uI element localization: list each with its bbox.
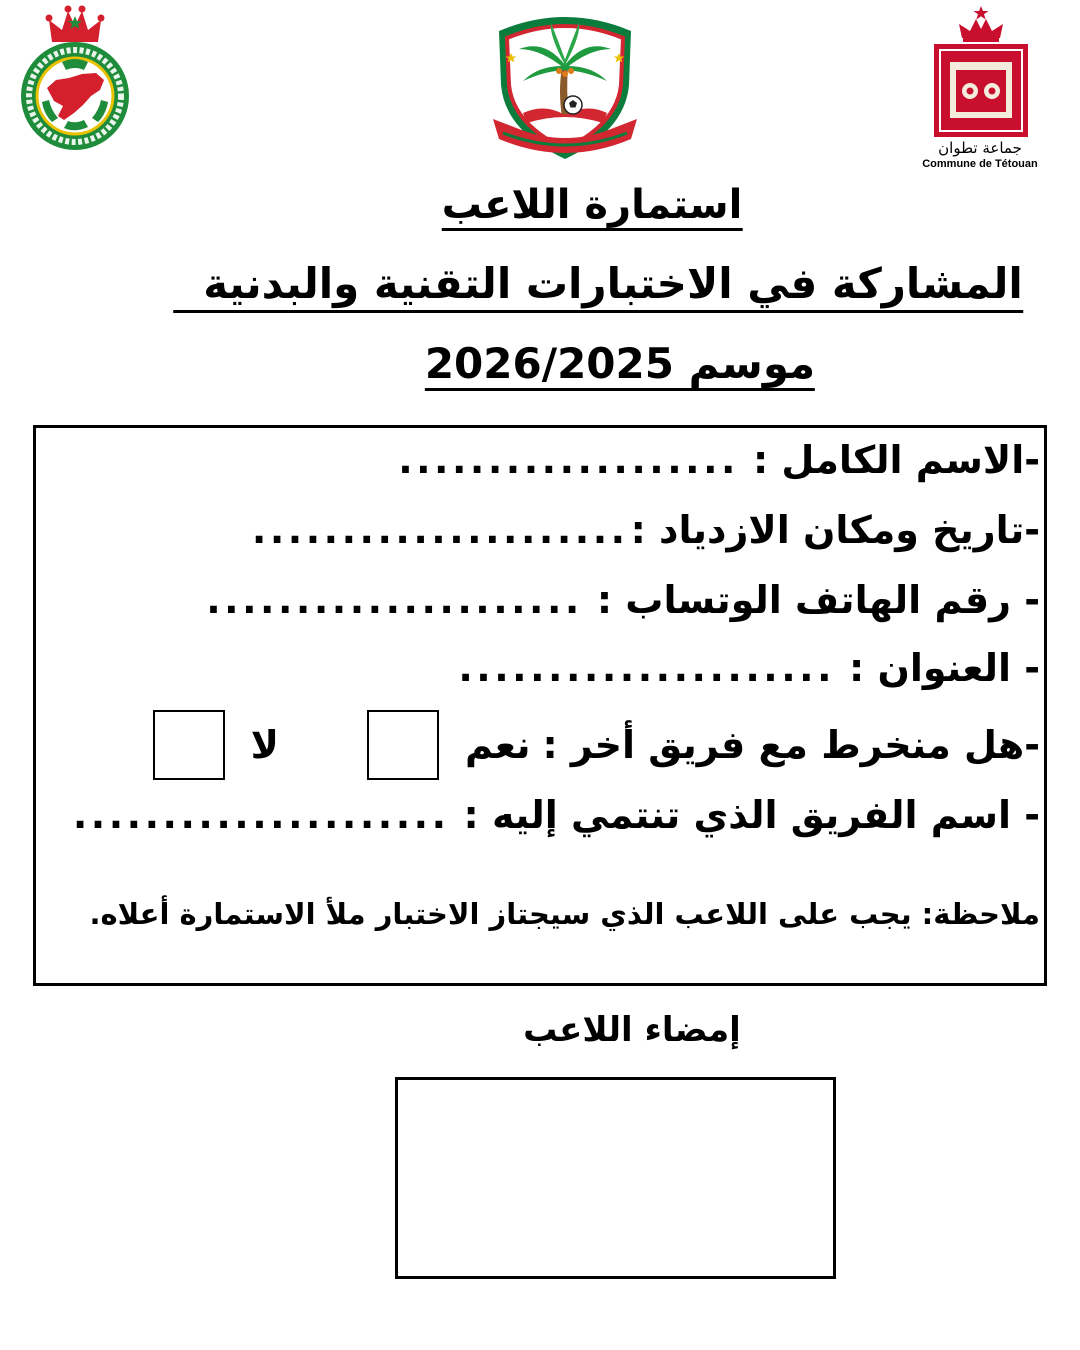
birth-date-place-label: -تاريخ ومكان الازدياد : — [630, 508, 1040, 552]
form-title: استمارة اللاعب — [442, 182, 743, 231]
team-name-row — [40, 785, 1040, 845]
crown-icon — [46, 6, 105, 43]
tetouan-commune-logo — [926, 4, 1036, 138]
regional-league-emblem-icon — [14, 2, 139, 152]
team-name-blank: ..................... — [72, 793, 450, 837]
tetouan-coat-of-arms-icon — [926, 4, 1036, 138]
full-name-blank: ................... — [398, 438, 739, 482]
signature-box — [395, 1077, 836, 1279]
yes-option-label: نعم — [464, 723, 531, 767]
commune-name-french: Commune de Tétouan — [922, 158, 1038, 170]
form-subtitle: المشاركة في الاختبارات التقنية والبدنية — [173, 258, 1023, 313]
crown-icon — [959, 6, 1003, 42]
club-crest-logo — [489, 9, 641, 165]
football-icon — [564, 96, 582, 114]
address-row — [40, 638, 1040, 698]
regional-league-logo — [14, 2, 139, 152]
no-option-label: لا — [250, 723, 279, 767]
full-name-row — [40, 430, 1040, 490]
full-name-label: -الاسم الكامل : — [752, 438, 1040, 482]
team-name-label: - اسم الفريق الذي تنتمي إليه : — [463, 793, 1040, 837]
emblem-disc — [21, 42, 129, 150]
commune-name-arabic: جماعة تطوان — [938, 139, 1022, 157]
whatsapp-phone-row — [40, 570, 1040, 630]
form-note: ملاحظة: يجب على اللاعب الذي سيجتاز الاختبار ملأ الاستمارة أعلاه. — [89, 897, 1040, 931]
yes-checkbox — [367, 710, 439, 780]
address-label: - العنوان : — [849, 646, 1040, 690]
birth-date-place-blank: ..................... — [251, 508, 629, 552]
whatsapp-phone-blank: ..................... — [206, 578, 583, 622]
address-blank: ..................... — [458, 646, 836, 690]
no-checkbox — [153, 710, 225, 780]
whatsapp-phone-label: - رقم الهاتف الوتساب : — [596, 578, 1040, 622]
commune-caption — [905, 139, 1055, 171]
membership-question: -هل منخرط مع فريق أخر : — [542, 723, 1040, 767]
player-signature-label: إمضاء اللاعب — [523, 1010, 741, 1050]
membership-row — [40, 705, 1040, 785]
palm-club-crest-icon — [489, 9, 641, 165]
season-label: موسم 2026/2025 — [425, 340, 815, 391]
city-shield — [934, 44, 1028, 137]
birth-date-place-row — [40, 500, 1040, 560]
